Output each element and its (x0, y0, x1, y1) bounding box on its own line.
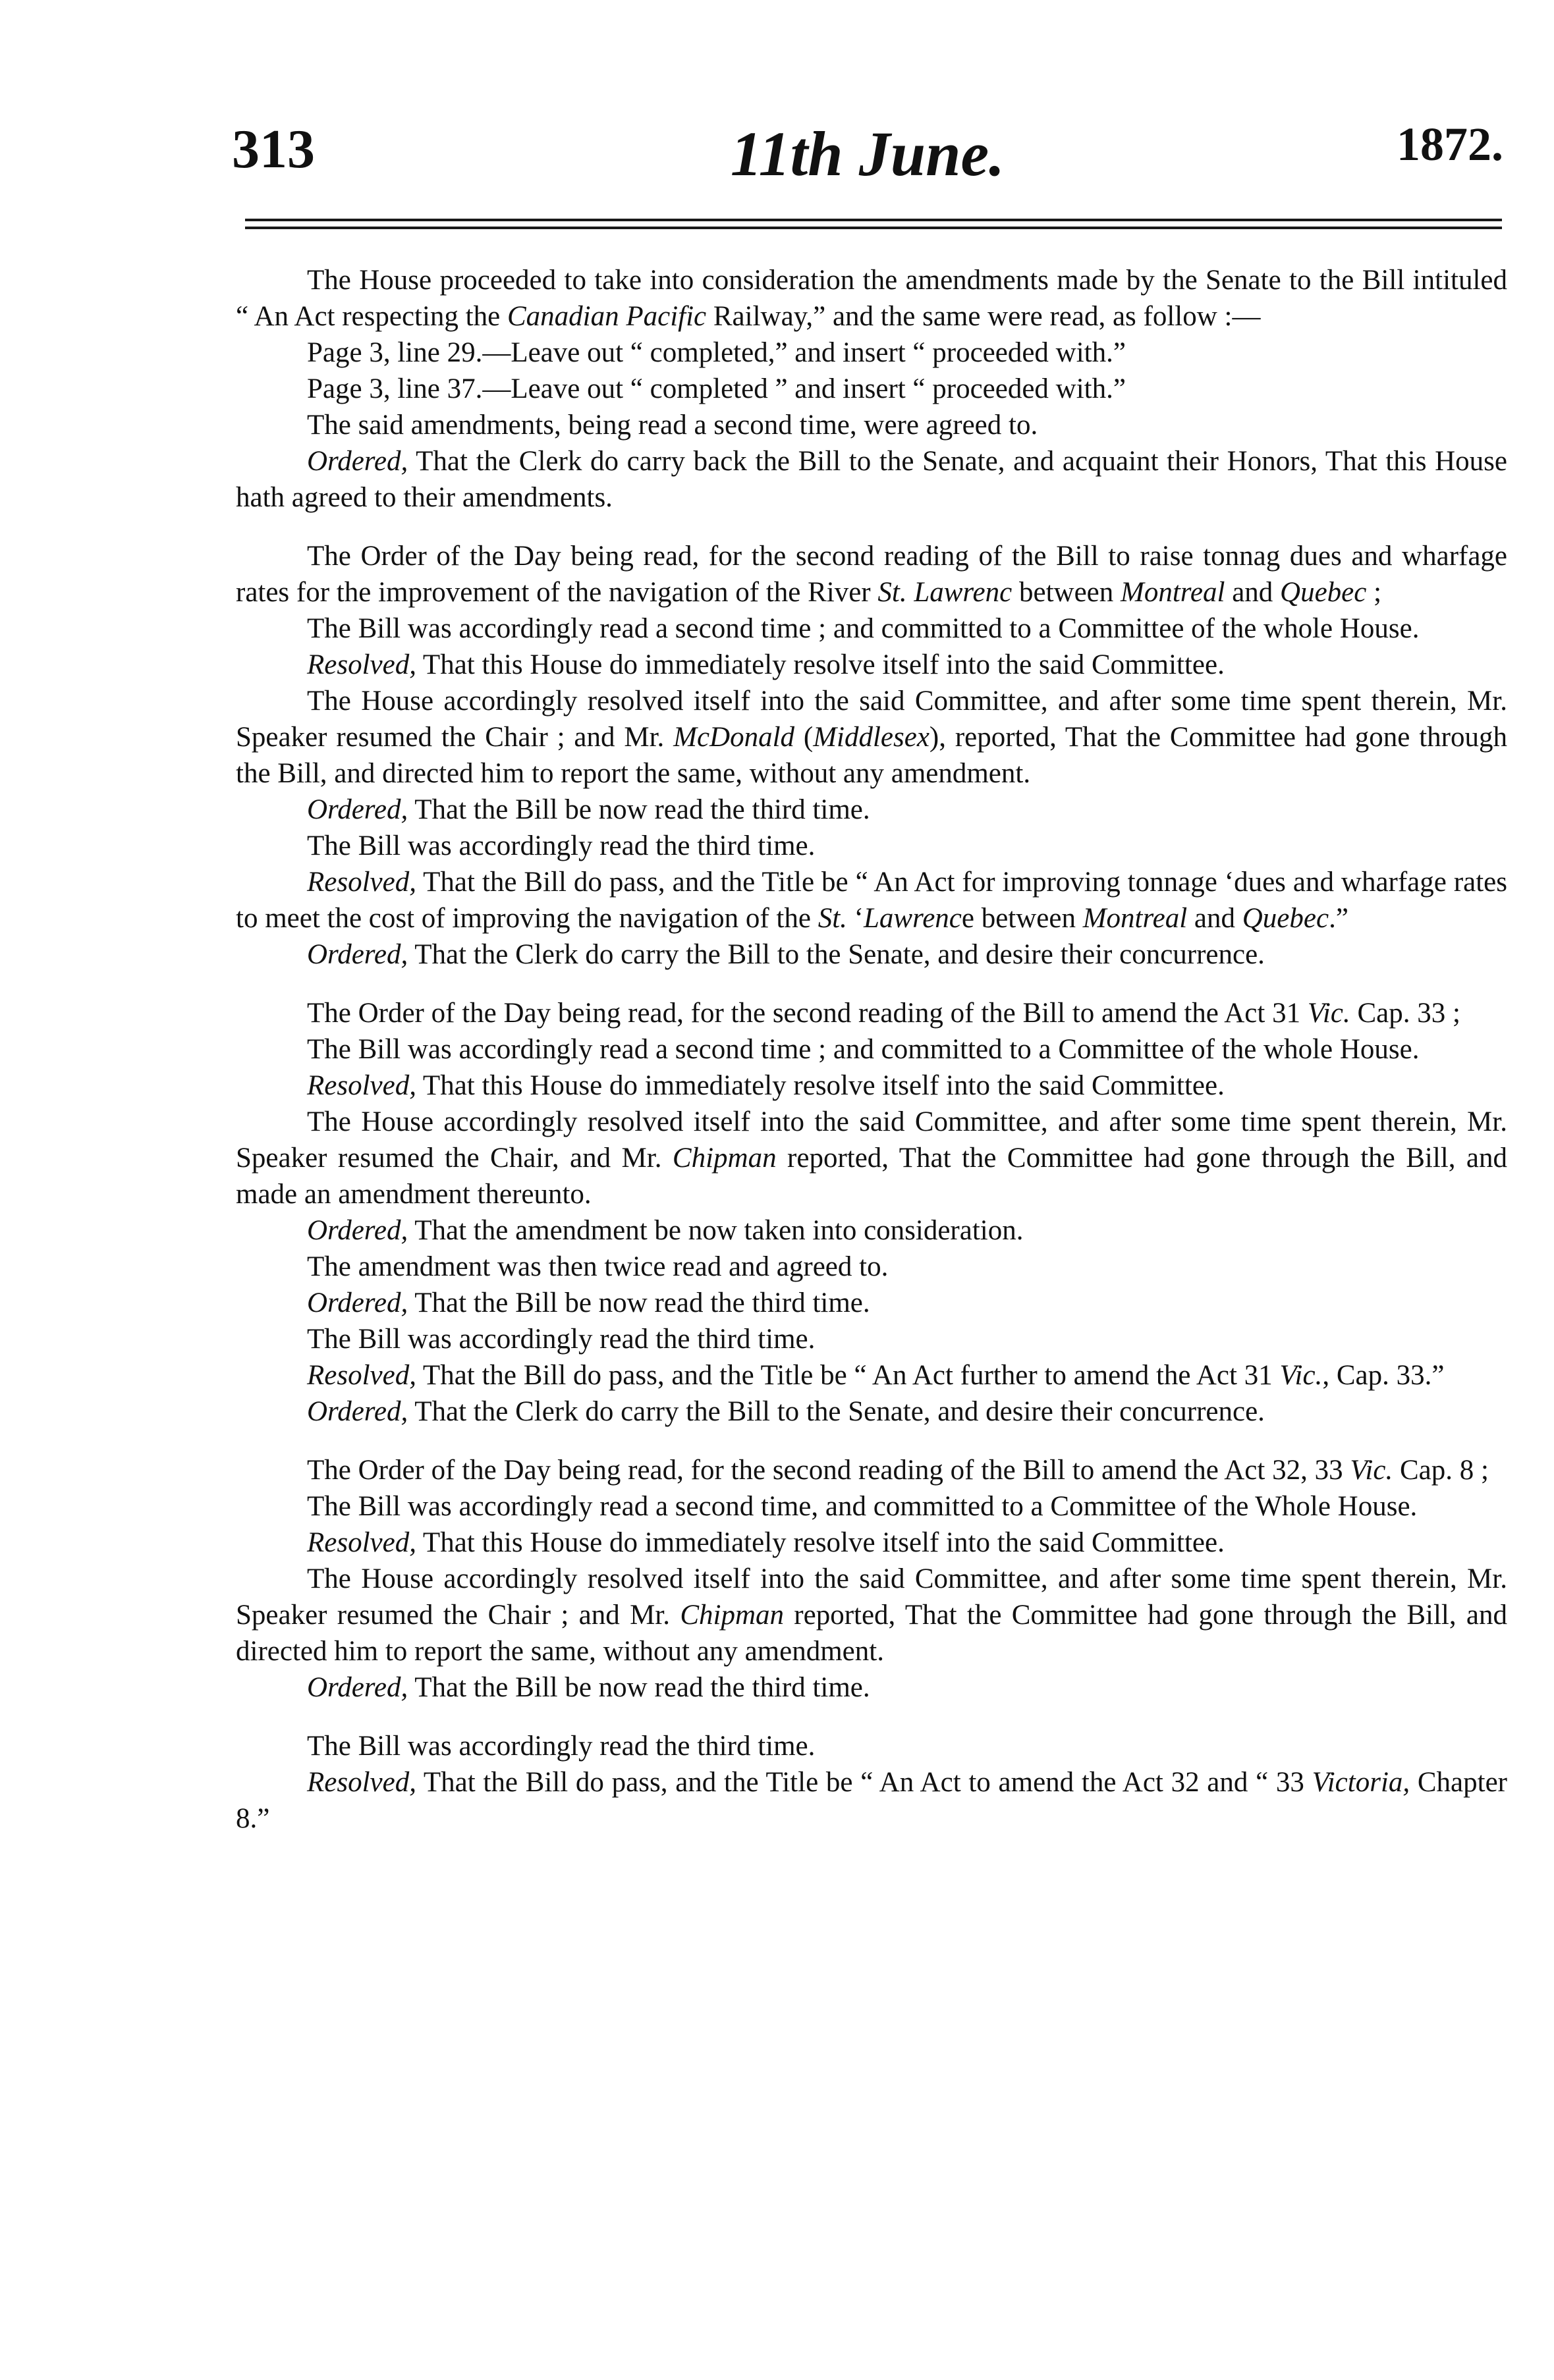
journal-paragraph: The Bill was accordingly read a second time, and committed to a Committee of the Whole House. (307, 1491, 1418, 1522)
journal-paragraph: The Bill was accordingly read the third time. (307, 830, 816, 861)
journal-paragraph: Resolved, That this House do immediately resolve itself into the said Committee. (307, 649, 1225, 680)
page-number: 313 (232, 119, 315, 180)
journal-paragraph: Ordered, That the Bill be now read the third time. (307, 794, 870, 825)
journal-paragraph: Resolved, That the Bill do pass, and the Title be “ An Act to amend the Act 32 and “ 33 Victoria, Chapter 8.” (236, 1767, 1507, 1834)
journal-paragraph: Ordered, That the Clerk do carry the Bill to the Senate, and desire their concurrence. (307, 939, 1265, 970)
page-date: 11th June. (730, 119, 1005, 189)
journal-paragraph: Page 3, line 29.—Leave out “ completed,” and insert “ proceeded with.” (307, 337, 1126, 368)
journal-paragraph: The House accordingly resolved itself into the said Committee, and after some time spent therein, Mr. Speaker resumed the Chair ; and Mr. Chipman reported, That the Committee had gone through the Bill, and directed him to report the same, without any amendment. (236, 1563, 1507, 1667)
journal-paragraph: Ordered, That the amendment be now taken into consideration. (307, 1215, 1024, 1246)
journal-paragraph: The amendment was then twice read and agreed to. (307, 1251, 889, 1282)
journal-paragraph: Ordered, That the Bill be now read the third time. (307, 1672, 870, 1703)
journal-paragraph: The Bill was accordingly read a second time ; and committed to a Committee of the whole House. (307, 1034, 1420, 1065)
journal-paragraph: The House accordingly resolved itself into the said Committee, and after some time spent therein, Mr. Speaker resumed the Chair ; and Mr. McDonald (Middlesex), reported, That the Committee had gone through the Bill, and directed him to report the same, without any amendment. (236, 686, 1507, 789)
header-rule-bottom (245, 227, 1502, 229)
journal-paragraph: Page 3, line 37.—Leave out “ completed ” and insert “ proceeded with.” (307, 373, 1126, 404)
journal-paragraph: Resolved, That this House do immediately resolve itself into the said Committee. (307, 1527, 1225, 1558)
journal-paragraph: The Order of the Day being read, for the second reading of the Bill to amend the Act 31 Vic. Cap. 33 ; (307, 998, 1460, 1029)
journal-paragraph: The Bill was accordingly read a second time ; and committed to a Committee of the whole House. (307, 613, 1420, 644)
journal-paragraph: Ordered, That the Clerk do carry the Bill to the Senate, and desire their concurrence. (307, 1396, 1265, 1427)
journal-paragraph: The Bill was accordingly read the third time. (307, 1731, 816, 1762)
journal-paragraph: The House accordingly resolved itself into the said Committee, and after some time spent therein, Mr. Speaker resumed the Chair, and Mr. Chipman reported, That the Committee had gone through the Bill, and made an amendment thereunto. (236, 1106, 1507, 1210)
journal-paragraph: The Bill was accordingly read the third time. (307, 1324, 816, 1355)
journal-paragraph: Resolved, That the Bill do pass, and the Title be “ An Act for improving tonnage ‘dues and wharfage rates to meet the cost of improving the navigation of the St. ‘Lawrence between Montreal and Quebec.” (236, 867, 1507, 934)
journal-paragraph: Ordered, That the Bill be now read the third time. (307, 1287, 870, 1318)
journal-paragraph: Ordered, That the Clerk do carry back the Bill to the Senate, and acquaint their Honors, That this House hath agreed to their amendments. (236, 446, 1507, 513)
journal-paragraph: The said amendments, being read a second time, were agreed to. (307, 410, 1038, 441)
header-rule-top (245, 219, 1502, 221)
journal-paragraph: The Order of the Day being read, for the second reading of the Bill to amend the Act 32, 33 Vic. Cap. 8 ; (307, 1455, 1489, 1486)
journal-paragraph: The Order of the Day being read, for the second reading of the Bill to raise tonnag dues and wharfage rates for the improvement of the navigation of the River St. Lawrenc between Montreal and Quebec ; (236, 541, 1507, 608)
journal-body (236, 262, 1507, 1837)
page-header (232, 117, 1503, 190)
page-year: 1872. (1397, 118, 1503, 171)
journal-paragraph: Resolved, That this House do immediately resolve itself into the said Committee. (307, 1070, 1225, 1101)
journal-paragraph: The House proceeded to take into consideration the amendments made by the Senate to the Bill intituled “ An Act respecting the Canadian Pacific Railway,” and the same were read, as follow :— (236, 265, 1507, 332)
journal-paragraph: Resolved, That the Bill do pass, and the Title be “ An Act further to amend the Act 31 Vic., Cap. 33.” (307, 1360, 1445, 1391)
